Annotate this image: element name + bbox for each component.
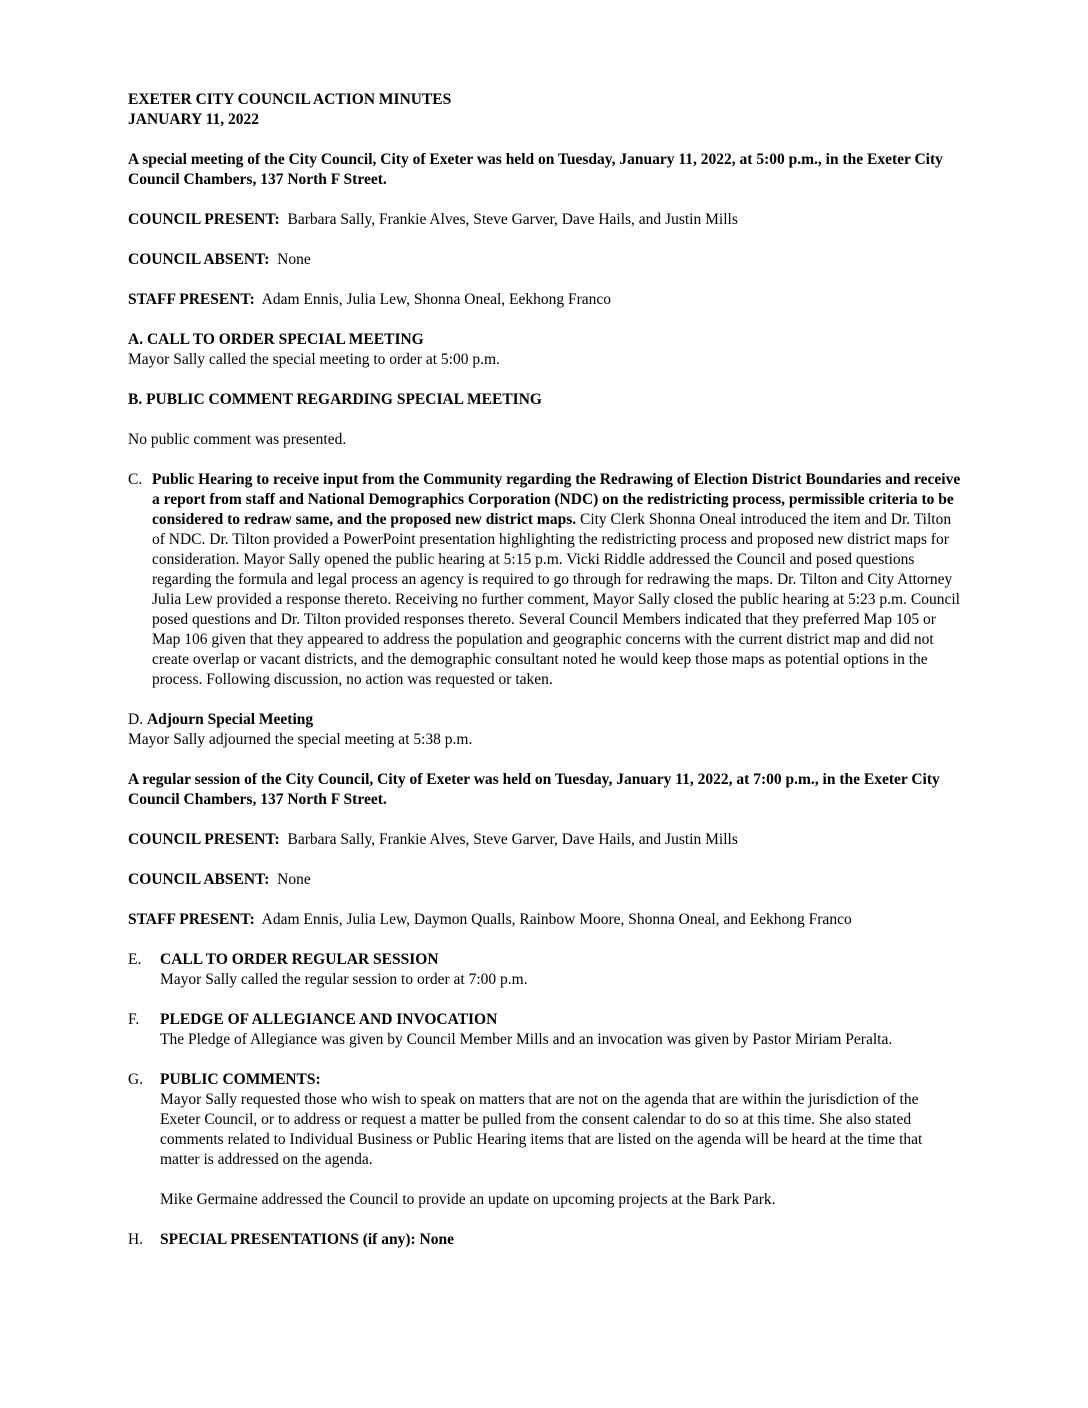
regular-council-absent: [128, 870, 962, 890]
item-f-text: The Pledge of Allegiance was given by Council Member Mills and an invocation was given by Pastor Miriam Peralta.: [160, 1031, 893, 1048]
document-title: [128, 90, 962, 130]
item-g-heading: PUBLIC COMMENTS:: [160, 1071, 321, 1088]
item-a-letter: A.: [128, 331, 144, 348]
item-h-heading: SPECIAL PRESENTATIONS (if any): None: [160, 1231, 454, 1248]
item-h: [128, 1230, 962, 1250]
item-a-text: Mayor Sally called the special meeting to order at 5:00 p.m.: [128, 351, 500, 368]
council-absent-label: COUNCIL ABSENT:: [128, 871, 270, 888]
title-line-1: EXETER CITY COUNCIL ACTION MINUTES: [128, 91, 452, 108]
council-absent-label: COUNCIL ABSENT:: [128, 251, 270, 268]
item-b-title: PUBLIC COMMENT REGARDING SPECIAL MEETING: [146, 391, 542, 408]
regular-session-intro: A regular session of the City Council, City of Exeter was held on Tuesday, January 11, 2022, at 7:00 p.m., in the Exeter City Council Chambers, 137 North F Street.: [128, 771, 940, 808]
council-present-label: COUNCIL PRESENT:: [128, 831, 280, 848]
special-meeting-intro: A special meeting of the City Council, City of Exeter was held on Tuesday, January 11, 2022, at 5:00 p.m., in the Exeter City Council Chambers, 137 North F Street.: [128, 151, 943, 188]
item-b-heading: [128, 390, 962, 410]
special-staff-present: [128, 290, 962, 310]
item-h-letter: H.: [128, 1231, 144, 1248]
item-f-heading: PLEDGE OF ALLEGIANCE AND INVOCATION: [160, 1011, 498, 1028]
item-e: [128, 950, 962, 990]
minutes-page: [128, 90, 962, 1250]
item-d-title: Adjourn Special Meeting: [146, 711, 314, 728]
item-g-body: [160, 1070, 962, 1210]
item-d-text: Mayor Sally adjourned the special meeting at 5:38 p.m.: [128, 731, 473, 748]
item-f-letter: F.: [128, 1011, 140, 1028]
regular-council-present: [128, 830, 962, 850]
item-g-text-2: Mike Germaine addressed the Council to provide an update on upcoming projects at the Bark Park.: [160, 1191, 776, 1208]
staff-present-label: STAFF PRESENT:: [128, 291, 255, 308]
item-d: [128, 710, 962, 750]
item-c-heading: Public Hearing to receive input from the Community regarding the Redrawing of Election District Boundaries and receive a report from staff and National Demographics Corporation (NDC) on the redistricting process, permissible criteria to be considered to redraw same, and the proposed new district maps.: [152, 471, 961, 528]
council-present-names: Barbara Sally, Frankie Alves, Steve Garver, Dave Hails, and Justin Mills: [287, 831, 738, 848]
regular-staff-present: [128, 910, 962, 930]
item-b-letter: B.: [128, 391, 143, 408]
item-c-body: [152, 470, 962, 690]
item-e-letter: E.: [128, 951, 142, 968]
special-council-absent: [128, 250, 962, 270]
item-e-heading: CALL TO ORDER REGULAR SESSION: [160, 951, 439, 968]
title-line-2: JANUARY 11, 2022: [128, 111, 260, 128]
item-f: [128, 1010, 962, 1050]
item-g: [128, 1070, 962, 1210]
item-b-text: No public comment was presented.: [128, 431, 347, 448]
item-e-body: [160, 950, 962, 990]
item-g-letter: G.: [128, 1071, 144, 1088]
item-a-heading: [128, 330, 962, 350]
item-d-heading: [128, 710, 962, 730]
item-c-text: City Clerk Shonna Oneal introduced the item and Dr. Tilton of NDC. Dr. Tilton provided a PowerPoint presentation highlighting the redistricting process and proposed new district maps for consideration. Mayor Sally opened the public hearing at 5:15 p.m. Vicki Riddle addressed the Council and posed questions regarding the formula and legal process an agency is required to go through for redrawing the maps. Dr. Tilton and City Attorney Julia Lew provided a response thereto. Receiving no further comment, Mayor Sally closed the public hearing at 5:23 p.m. Council posed questions and Dr. Tilton provided responses thereto. Several Council Members indicated that they preferred Map 105 or Map 106 given that they appeared to address the population and geographic concerns with the current district map and did not create overlap or vacant districts, and the demographic consultant noted he would keep those maps as potential options in the process. Following discussion, no action was requested or taken.: [152, 511, 960, 688]
council-present-names: Barbara Sally, Frankie Alves, Steve Garver, Dave Hails, and Justin Mills: [287, 211, 738, 228]
staff-present-names: Adam Ennis, Julia Lew, Shonna Oneal, Eekhong Franco: [261, 291, 612, 308]
item-c-letter: C.: [128, 471, 143, 488]
item-f-body: [160, 1010, 962, 1050]
item-g-text: Mayor Sally requested those who wish to speak on matters that are not on the agenda that are within the jurisdiction of the Exeter Council, or to address or request a matter be pulled from the consent calendar to do so at this time. She also stated comments related to Individual Business or Public Hearing items that are listed on the agenda will be heard at the time that matter is addressed on the agenda.: [160, 1091, 923, 1168]
special-council-present: [128, 210, 962, 230]
item-c: [128, 470, 962, 690]
council-absent-names: None: [277, 251, 311, 268]
item-a: [128, 330, 962, 370]
item-a-title: CALL TO ORDER SPECIAL MEETING: [146, 331, 424, 348]
council-present-label: COUNCIL PRESENT:: [128, 211, 280, 228]
item-e-text: Mayor Sally called the regular session to order at 7:00 p.m.: [160, 971, 528, 988]
council-absent-names: None: [277, 871, 311, 888]
staff-present-label: STAFF PRESENT:: [128, 911, 255, 928]
item-d-letter: D.: [128, 711, 144, 728]
item-b: [128, 390, 962, 410]
staff-present-names: Adam Ennis, Julia Lew, Daymon Qualls, Rainbow Moore, Shonna Oneal, and Eekhong Franco: [261, 911, 852, 928]
